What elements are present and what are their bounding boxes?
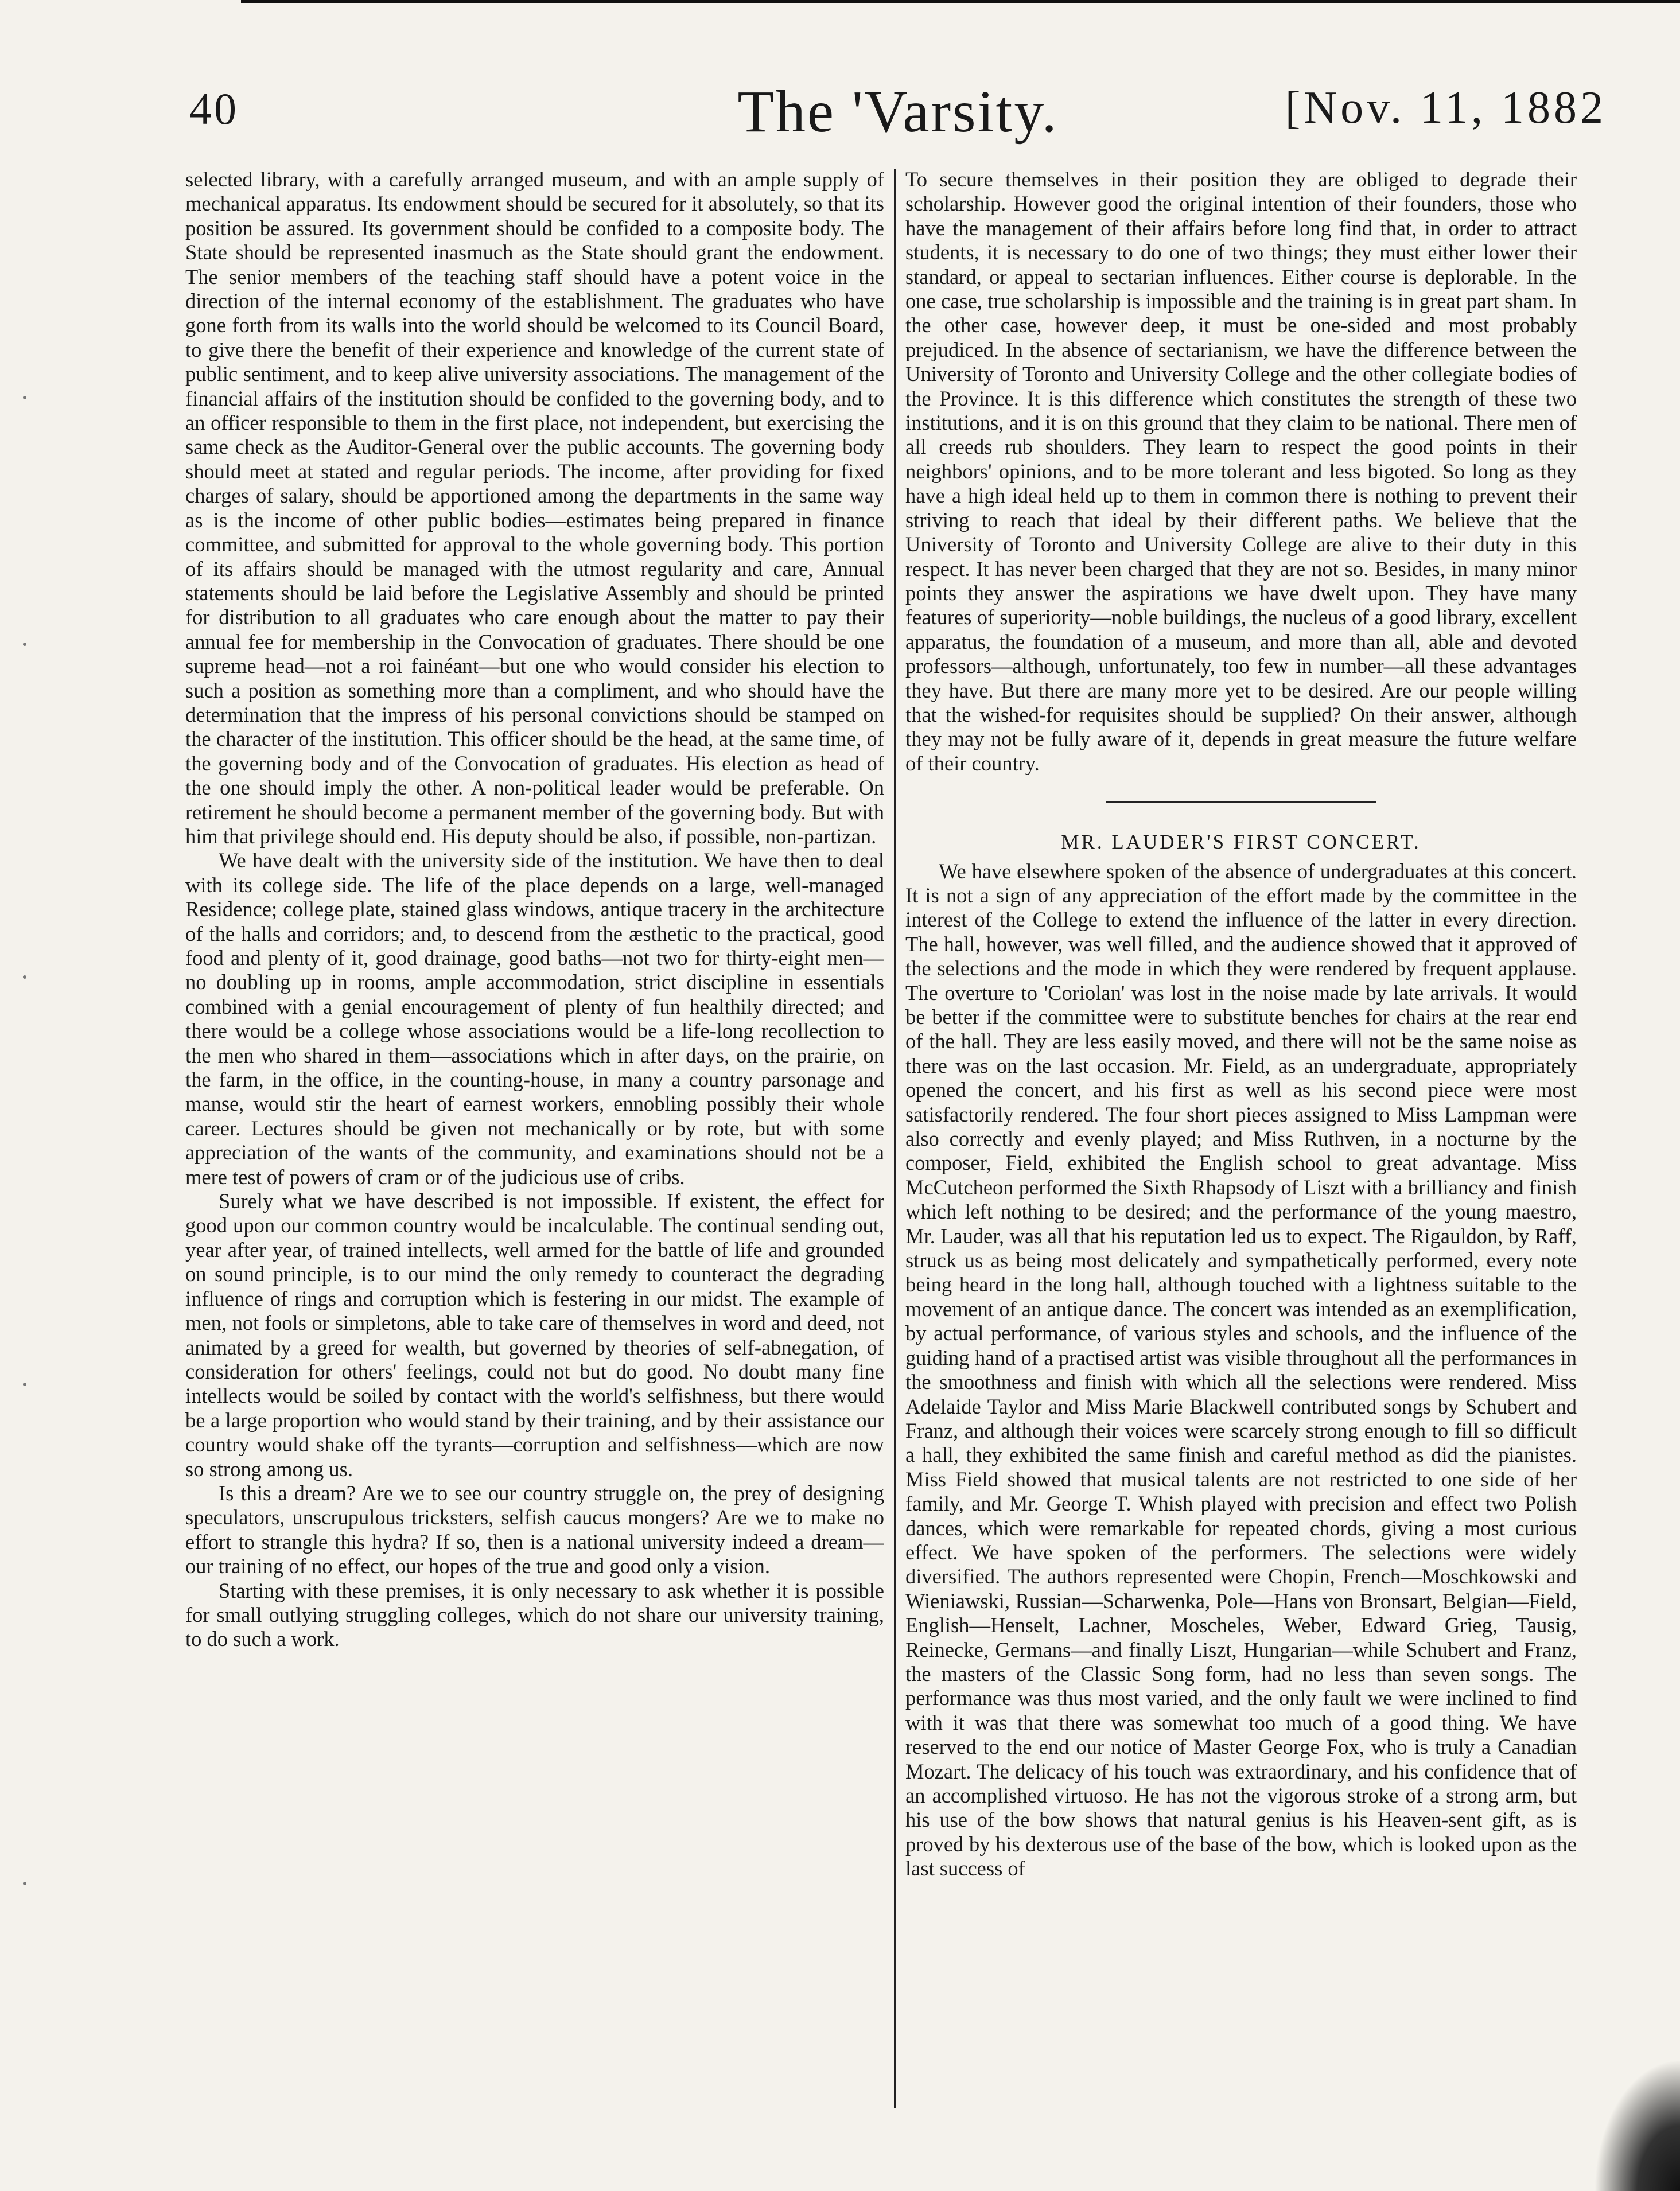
left-column	[185, 168, 884, 2112]
margin-speck	[23, 396, 26, 399]
page-number: 40	[189, 84, 239, 134]
column-divider	[894, 169, 896, 2108]
margin-speck	[23, 643, 26, 646]
right-column	[905, 168, 1577, 2112]
article-paragraph: Is this a dream? Are we to see our country struggle on, the prey of designing speculators, unscrupulous tricksters, selfish caucus mongers? Are we to make no effort to strangle this hydra? If so, then is a national university indeed a dream—our training of no effect, our hopes of the true and good only a vision.	[185, 1481, 884, 1578]
journal-title: The 'Varsity.	[737, 79, 1059, 145]
page-corner-shadow	[1594, 2059, 1680, 2191]
section-separator-rule	[1106, 801, 1376, 803]
page-header	[189, 77, 1607, 146]
article-paragraph: We have dealt with the university side of the institution. We have then to deal with its college side. The life of the place depends on a large, well-managed Residence; college plate, stained glass windows, antique tracery in the architecture of the halls and corridors; and, to descend from the æsthetic to the practical, good food and plenty of it, good drainage, good baths—not two for thirty-eight men—no doubling up in rooms, ample accommodation, strict discipline in essentials combined with a genial encouragement of plenty of fun healthily directed; and there would be a college whose associations would be a life-long recollection to the men who shared in them—associations which in after days, on the prairie, on the farm, in the office, in the counting-house, in many a country parsonage and manse, would stir the heart of earnest workers, ennobling possibly their whole career. Lectures should be given not mechanically or by rote, but with some appreciation of the wants of the community, and examinations should not be a mere test of powers of cram or of the judicious use of cribs.	[185, 849, 884, 1189]
margin-speck	[23, 1882, 26, 1885]
section-heading: MR. LAUDER'S FIRST CONCERT.	[1061, 831, 1421, 854]
concert-review-paragraph: We have elsewhere spoken of the absence of undergraduates at this concert. It is not a sign of any appreciation of the effort made by the committee in the interest of the College to extend the influence of the latter in every direction. The hall, however, was well filled, and the audience showed that it approved of the selections and the mode in which they were rendered by frequent applause. The overture to 'Coriolan' was lost in the noise made by late arrivals. It would be better if the committee were to substitute benches for chairs at the rear end of the hall. They are less easily moved, and there will not be the same noise as there was on the last occasion. Mr. Field, as an undergraduate, appropriately opened the concert, and his first as well as his second piece were most satisfactorily rendered. The four short pieces assigned to Miss Lampman were also correctly and evenly played; and Miss Ruthven, in a nocturne by the composer, Field, exhibited the English school to great advantage. Miss McCutcheon performed the Sixth Rhapsody of Liszt with a brilliancy and finish which left nothing to be desired; and the performance of the young maestro, Mr. Lauder, was all that his reputation led us to expect. The Rigauldon, by Raff, struck us as being most delicately and sympathetically performed, every note being heard in the long hall, although touched with a lightness suitable to the movement of an antique dance. The concert was intended as an exemplification, by actual performance, of various styles and schools, and the influence of the guiding hand of a practised artist was visible throughout all the performances in the smoothness and finish with which all the selections were rendered. Miss Adelaide Taylor and Miss Marie Blackwell contributed songs by Schubert and Franz, and although their voices were scarcely strong enough to fill so difficult a hall, they exhibited the same finish and careful method as did the pianistes. Miss Field showed that musical talents are not restricted to one side of her family, and Mr. George T. Whish played with precision and effect two Polish dances, which were remarkable for repeated chords, giving a most curious effect. We have spoken of the performers. The selections were widely diversified. The authors represented were Chopin, French—Moschkowski and Wieniawski, Russian—Scharwenka, Pole—Hans von Bronsart, Belgian—Field, English—Henselt, Lachner, Moscheles, Weber, Edward Grieg, Tausig, Reinecke, Germans—and finally Liszt, Hungarian—while Schubert and Franz, the masters of the Classic Song form, had no less than seven songs. The performance was thus most varied, and the only fault we were inclined to find with it was that there was somewhat too much of a good thing. We have reserved to the end our notice of Master George Fox, who is truly a Canadian Mozart. The delicacy of his touch was extraordinary, and his confidence that of an accomplished virtuoso. He has not the vigorous stroke of a strong arm, but his use of the bow shows that natural genius is his Heaven-sent gift, as is proved by his dexterous use of the base of the bow, which is looked upon as the last success of	[905, 859, 1577, 1881]
issue-date: [Nov. 11, 1882	[1285, 83, 1607, 133]
article-paragraph: Surely what we have described is not impossible. If existent, the effect for good upon our common country would be incalculable. The continual sending out, year after year, of trained intellects, well armed for the battle of life and grounded on sound principle, is to our mind the only remedy to counteract the degrading influence of rings and corruption which is festering in our midst. The example of men, not fools or simpletons, able to take care of themselves in word and deed, not animated by a greed for wealth, but governed by theories of self-abnegation, of consideration for others' feelings, could not but do good. No doubt many fine intellects would be soiled by contact with the world's selfishness, but there would be a large proportion who would stand by their training, and by their assistance our country would shake off the tyrants—corruption and selfishness—which are now so strong among us.	[185, 1189, 884, 1481]
article-paragraph: selected library, with a carefully arranged museum, and with an ample supply of mechanical apparatus. Its endowment should be secured for it absolutely, so that its position be assured. Its government should be confided to a composite body. The State should be represented inasmuch as the State should grant the endowment. The senior members of the teaching staff should have a potent voice in the direction of the internal economy of the establishment. The graduates who have gone forth from its walls into the world should be welcomed to its Council Board, to give there the benefit of their experience and knowledge of the current state of public sentiment, and to keep alive university associations. The management of the financial affairs of the institution should be confided to the governing body, and to an officer responsible to them in the first place, not independent, but exercising the same check as the Auditor-General over the public accounts. The governing body should meet at stated and regular periods. The income, after providing for fixed charges of salary, should be apportioned among the departments in the same way as is the income of other public bodies—estimates being prepared in finance committee, and submitted for approval to the whole governing body. This portion of its affairs should be managed with the utmost regularity and care, Annual statements should be laid before the Legislative Assembly and should be printed for distribution to all graduates who care enough about the matter to pay their annual fee for membership in the Convocation of graduates. There should be one supreme head—not a roi fainéant—but one who would consider his election to such a position as something more than a compliment, and who should have the determination that the impress of his personal convictions should be stamped on the character of the institution. This officer should be the head, at the same time, of the governing body and of the Convocation of graduates. His election as head of the one should imply the other. A non-political leader would be preferable. On retirement he should become a permanent member of the governing body. But with him that privilege should end. His deputy should be also, if possible, non-partizan.	[185, 168, 884, 848]
article-paragraph: To secure themselves in their position they are obliged to degrade their scholarship. However good the original intention of their founders, those who have the management of their affairs before long find that, in order to attract students, it is necessary to do one of two things; they must either lower their standard, or appeal to sectarian influences. Either course is deplorable. In the one case, true scholarship is impossible and the training is in great part sham. In the other case, however deep, it must be one-sided and most probably prejudiced. In the absence of sectarianism, we have the difference between the University of Toronto and University College and the other collegiate bodies of the Province. It is this difference which constitutes the strength of these two institutions, and it is on this ground that they claim to be national. There men of all creeds rub shoulders. They learn to respect the good points in their neighbors' opinions, and to be more tolerant and less bigoted. So long as they have a high ideal held up to them in common there is nothing to prevent their striving to reach that ideal by their different paths. We believe that the University of Toronto and University College are alive to their duty in this respect. It has never been charged that they are not so. Besides, in many minor points they answer the aspirations we have dwelt upon. They have many features of superiority—noble buildings, the nucleus of a good library, excellent apparatus, the foundation of a museum, and more than all, able and devoted professors—although, unfortunately, too few in number—all these advantages they have. But there are many more yet to be desired. Are our people willing that the wished-for requisites should be supplied? On their answer, although they may not be fully aware of it, depends in great measure the future welfare of their country.	[905, 168, 1577, 775]
margin-speck	[23, 1383, 26, 1386]
article-paragraph: Starting with these premises, it is only necessary to ask whether it is possible for small outlying struggling colleges, which do not share our university training, to do such a work.	[185, 1578, 884, 1651]
margin-speck	[23, 975, 26, 979]
top-border-rule	[241, 0, 1680, 3]
